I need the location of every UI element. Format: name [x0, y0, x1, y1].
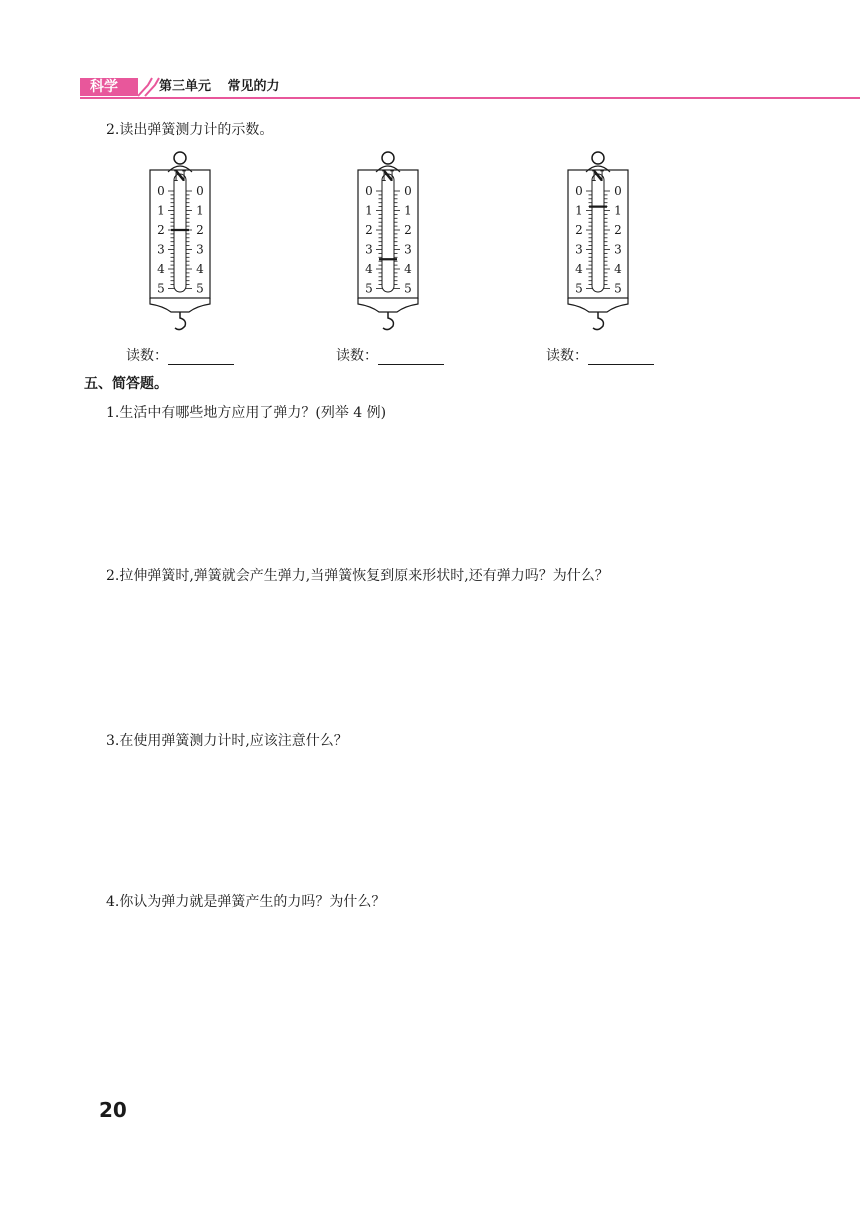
double-chevron-icon: [132, 76, 162, 98]
scale-label-left: 0: [157, 184, 165, 198]
scale-label-right: 2: [404, 223, 412, 237]
short-question-1: 1.生活中有哪些地方应用了弹力？(列举 4 例): [106, 405, 387, 421]
hanging-ring: [174, 152, 186, 164]
scale-label-left: 2: [157, 223, 165, 237]
scale-label-left: 4: [365, 262, 373, 276]
scale-label-left: 2: [365, 223, 373, 237]
scale-label-left: 3: [157, 242, 165, 257]
hanging-ring: [592, 152, 604, 164]
header-divider: [80, 97, 860, 99]
question-2-title: 2.读出弹簧测力计的示数。: [106, 122, 274, 138]
scale-label-left: 1: [575, 203, 583, 218]
spring-scale-1: [123, 146, 243, 336]
spring-tube: [174, 174, 186, 292]
subject-tag: 科学: [80, 78, 138, 96]
unit-label: N: [381, 169, 395, 185]
spring-scale-3: [541, 146, 661, 336]
scale-bottom: [358, 298, 418, 312]
scale-label-left: 3: [575, 242, 583, 257]
spring-scale-2: [331, 146, 451, 336]
short-question-2: 2.拉伸弹簧时,弹簧就会产生弹力,当弹簧恢复到原来形状时,还有弹力吗？为什么？: [106, 568, 609, 584]
reading-blank[interactable]: [378, 350, 444, 365]
reading-1: [126, 345, 234, 365]
scale-label-right: 2: [614, 223, 622, 237]
hook: [593, 312, 603, 330]
scale-label-right: 3: [196, 242, 204, 257]
scale-label-right: 5: [196, 281, 204, 296]
scale-label-left: 5: [157, 281, 165, 296]
scale-label-left: 4: [157, 262, 165, 276]
scale-label-left: 1: [157, 203, 165, 218]
page-header: [80, 76, 860, 98]
scale-label-left: 3: [365, 242, 373, 257]
scale-bottom: [568, 298, 628, 312]
page-number: 20: [99, 1098, 127, 1122]
spring-tube: [592, 174, 604, 292]
reading-label: 读数：: [336, 348, 378, 364]
scale-label-right: 3: [404, 242, 412, 257]
scale-label-right: 4: [614, 262, 622, 276]
reading-2: [336, 345, 444, 365]
scale-bottom: [150, 298, 210, 312]
short-question-3: 3.在使用弹簧测力计时,应该注意什么？: [106, 733, 348, 749]
short-question-4: 4.你认为弹力就是弹簧产生的力吗？为什么？: [106, 894, 386, 910]
scale-label-left: 5: [575, 281, 583, 296]
reading-blank[interactable]: [588, 350, 654, 365]
scale-label-right: 3: [614, 242, 622, 257]
scale-label-right: 1: [614, 203, 622, 218]
scale-label-right: 2: [196, 223, 204, 237]
unit-label: N: [591, 169, 605, 185]
scale-label-right: 0: [614, 184, 622, 198]
scale-label-right: 0: [196, 184, 204, 198]
unit-label: N: [173, 169, 187, 185]
hook: [383, 312, 393, 330]
scale-label-right: 5: [614, 281, 622, 296]
scale-label-right: 0: [404, 184, 412, 198]
scale-label-left: 0: [575, 184, 583, 198]
section-5-title: 五、简答题。: [84, 376, 168, 392]
scale-label-left: 0: [365, 184, 373, 198]
scale-label-left: 4: [575, 262, 583, 276]
scale-label-right: 4: [404, 262, 412, 276]
scale-label-right: 1: [404, 203, 412, 218]
scale-label-right: 5: [404, 281, 412, 296]
scale-label-right: 1: [196, 203, 204, 218]
scale-label-right: 4: [196, 262, 204, 276]
reading-3: [546, 345, 654, 365]
scale-label-left: 5: [365, 281, 373, 296]
scale-label-left: 1: [365, 203, 373, 218]
unit-title: 第三单元 常见的力: [159, 79, 280, 94]
reading-label: 读数：: [546, 348, 588, 364]
scale-label-left: 2: [575, 223, 583, 237]
hook: [175, 312, 185, 330]
hanging-ring: [382, 152, 394, 164]
reading-label: 读数：: [126, 348, 168, 364]
reading-blank[interactable]: [168, 350, 234, 365]
spring-tube: [382, 174, 394, 292]
